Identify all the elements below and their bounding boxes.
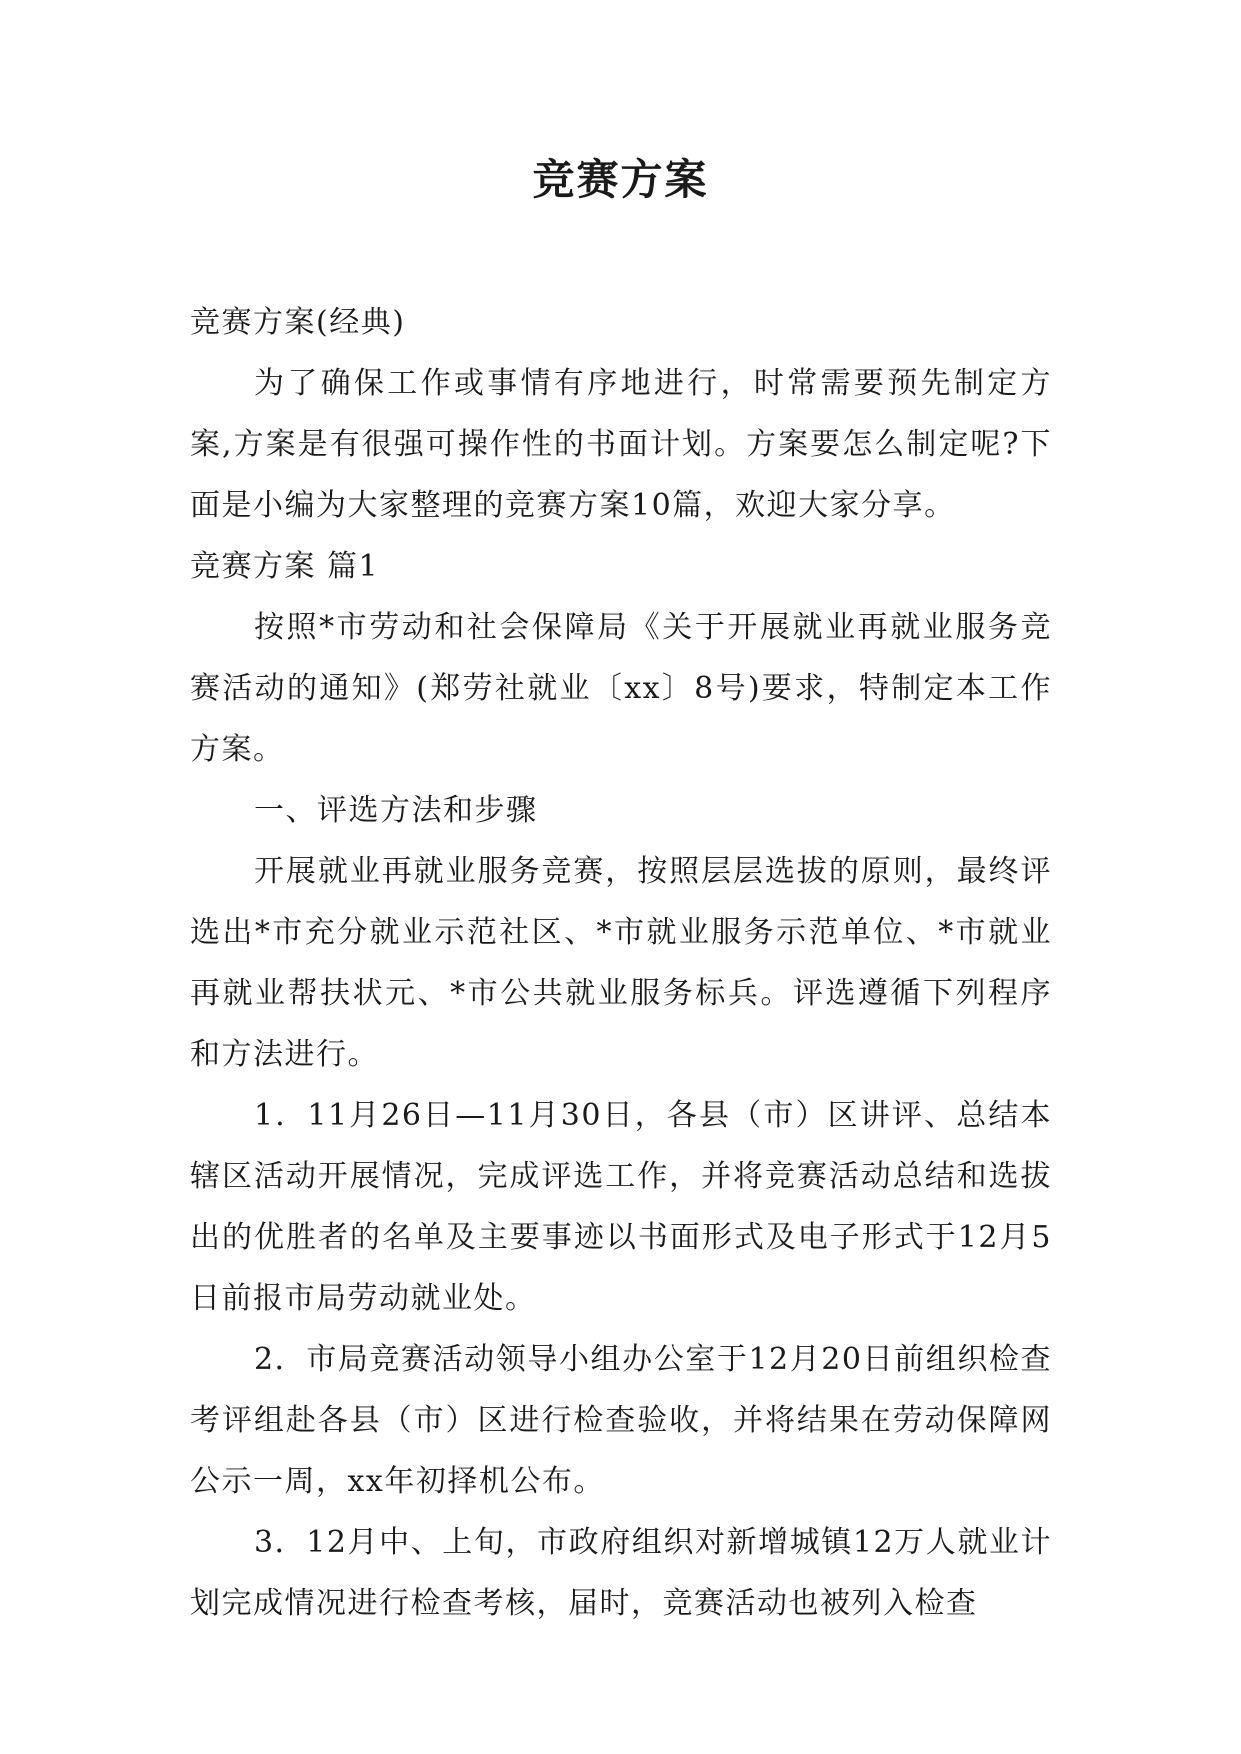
paragraph-step-3: 3．12月中、上旬，市政府组织对新增城镇12万人就业计划完成情况进行检查考核，届时，竞赛活动也被列入检查 <box>190 1525 1052 1621</box>
paragraph-step-2: 2．市局竞赛活动领导小组办公室于12月20日前组织检查考评组赴各县（市）区进行检查验收，并将结果在劳动保障网公示一周，xx年初择机公布。 <box>190 1342 1052 1499</box>
paragraph-step-1: 1．11月26日—11月30日，各县（市）区讲评、总结本辖区活动开展情况，完成评选工作，并将竞赛活动总结和选拔出的优胜者的名单及主要事迹以书面形式及电子形式于12月5日前报市局劳动就业处。 <box>190 1098 1052 1316</box>
paragraph-subtitle: 竞赛方案(经典) <box>190 305 406 340</box>
paragraph-section-heading: 竞赛方案 篇1 <box>190 549 380 584</box>
paragraph-intro: 为了确保工作或事情有序地进行，时常需要预先制定方案,方案是有很强可操作性的书面计划。方案要怎么制定呢?下面是小编为大家整理的竞赛方案10篇，欢迎大家分享。 <box>190 366 1052 523</box>
paragraph-heading-methods: 一、评选方法和步骤 <box>254 793 538 828</box>
paragraph-methods: 开展就业再就业服务竞赛，按照层层选拔的原则，最终评选出*市充分就业示范社区、*市就业服务示范单位、*市就业再就业帮扶状元、*市公共就业服务标兵。评选遵循下列程序和方法进行。 <box>190 854 1052 1072</box>
paragraph-basis: 按照*市劳动和社会保障局《关于开展就业再就业服务竞赛活动的通知》(郑劳社就业〔xx〕8号)要求，特制定本工作方案。 <box>190 610 1052 767</box>
document-body <box>190 292 1052 1634</box>
document-title: 竞赛方案 <box>532 155 709 204</box>
